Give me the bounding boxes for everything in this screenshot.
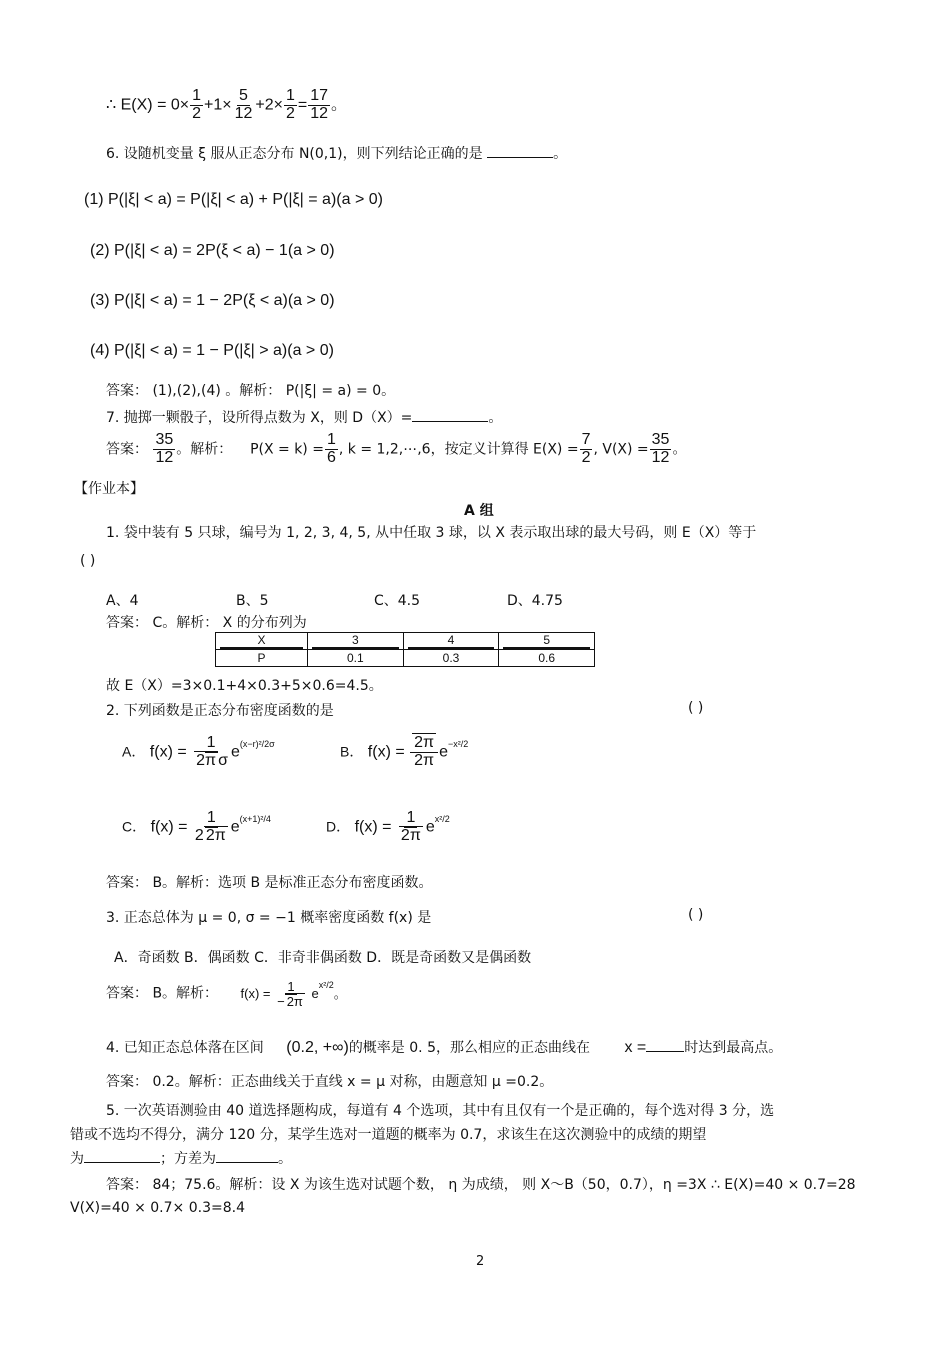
table-cell: 0.6	[499, 650, 595, 667]
hw-question-2: 2. 下列函数是正态分布密度函数的是	[106, 703, 334, 719]
hw-q4-interval: (0.2, +∞)	[286, 1039, 349, 1056]
hw-q1-option-c: C、4.5	[374, 593, 421, 609]
hw-q1-option-a: A、4	[106, 593, 139, 609]
formula-d-label: D．	[326, 818, 351, 835]
hw-q2-answer: 答案： B。解析：选项 B 是标准正态分布密度函数。	[106, 875, 433, 891]
hw-q3-answer	[106, 980, 347, 1008]
hw-q3-answer-text: 答案： B。解析：	[106, 985, 219, 1002]
table-row	[216, 633, 595, 650]
hw-q1-calc: 故 E（X）=3×0.1+4×0.3+5×0.6=4.5。	[106, 678, 383, 694]
hw-q5-answer-2: V(X)=40 × 0.7× 0.3=8.4	[70, 1200, 245, 1216]
hw-question-1: 1. 袋中装有 5 只球，编号为 1, 2, 3, 4, 5, 从中任取 3 球，以 X 表示取出球的最大号码，则 E（X）等于	[106, 525, 757, 541]
question-6	[106, 143, 567, 163]
formula-b-label: B．	[340, 743, 364, 760]
formula-b-frac: $\frac{2\pi}{2\pi}$	[410, 735, 438, 770]
hw-q5-blank-1	[84, 1162, 160, 1163]
formula-d-frac: $\frac{1}{2\pi}$	[400, 809, 421, 844]
hw-q4-answer: 答案： 0.2。解析：正态曲线关于直线 x = μ 对称，由题意知 μ =0.2。	[106, 1074, 554, 1090]
hw-q4-text: 4. 已知正态总体落在区间	[106, 1040, 264, 1056]
formula-a: A． f(x) = $\frac{1}{\text{2π σ}}$ $e^{(x-r)^2/2\sigma}$	[122, 734, 275, 769]
q7-end: 。	[488, 410, 503, 426]
frac-1-6: $\frac{1}{6}$	[326, 431, 336, 466]
option-3: (3) P(|ξ| < a) = 1 − 2P(ξ < a)(a > 0)	[90, 292, 335, 309]
table-cell: 5	[499, 633, 595, 650]
group-title: A 组	[464, 503, 494, 519]
hw-q4-end: 时达到最高点。	[684, 1040, 783, 1056]
table-cell: 4	[403, 633, 499, 650]
ans7-pxk: P(X = k) =	[250, 441, 324, 458]
formula-c-lhs: f(x) =	[150, 818, 188, 836]
formula-b: B． f(x) = $\frac{2\pi}{2\pi}$ $e^{-x^2/2}$	[340, 734, 469, 769]
q6-end: 。	[553, 146, 568, 162]
formula-d: D． f(x) = $\frac{1}{2\pi}$ $e^{x^2/2}$	[326, 809, 450, 844]
hw-q5-var: ；方差为	[160, 1151, 216, 1167]
option-1: (1) P(|ξ| < a) = P(|ξ| < a) + P(|ξ| = a)(a > 0)	[84, 191, 383, 208]
frac-35-12b: $\frac{35}{12}$	[651, 431, 670, 466]
expectation-line: ∴ E(X) = 0× $\frac{1}{2}$ +1× $\frac{5}{12}$ +2× $\frac{1}{2}$ = $\frac{17}{12}$ 。	[106, 87, 348, 122]
hw-q5-blank-2	[216, 1162, 278, 1163]
hw-q2-paren: ( )	[688, 700, 704, 716]
frac-35-12: $\frac{35}{12}$	[155, 431, 174, 466]
hw-q4-x: x =	[624, 1039, 647, 1056]
frac-17-12: $\frac{17}{12}$	[310, 87, 329, 122]
formula-c: C． f(x) = $\frac{1}{2 2\pi}$ $e^{(x+1)^2/4}$	[122, 809, 271, 844]
ans7-ex: , k = 1,2,⋯,6，按定义计算得 E(X) =	[338, 441, 579, 458]
distribution-table	[215, 632, 595, 667]
table-cell: P	[216, 650, 308, 667]
q6-blank	[487, 157, 553, 158]
ans7-label: 答案：	[106, 441, 148, 458]
ans7-analysis: 。解析：	[176, 441, 233, 458]
table-cell: 0.3	[403, 650, 499, 667]
table-cell: 3	[308, 633, 404, 650]
formula-a-frac: $\frac{1}{\text{2π σ}}$	[196, 734, 228, 769]
formula-c-label: C．	[122, 818, 147, 835]
hw-q3-formula: f(x) = $\frac{1}{- 2\pi}$ $e^{x^2/2}$。	[240, 979, 347, 1009]
hw-q5-answer-1: 答案： 84；75.6。解析：设 X 为该生选对试题个数， η 为成绩， 则 X～B（50，0.7），η =3X ∴ E(X)=40 × 0.7=28	[106, 1177, 856, 1193]
frac-7-2: $\frac{7}{2}$	[581, 431, 591, 466]
hw-q3-paren: ( )	[688, 907, 704, 923]
hw-question-4	[106, 1037, 782, 1057]
page-number: 2	[476, 1254, 485, 1269]
hw-q1-answer: 答案： C。解析： X 的分布列为	[106, 615, 307, 631]
hw-question-3: 3. 正态总体为 μ = 0, σ = −1 概率密度函数 f(x) 是	[106, 910, 432, 926]
table-cell: X	[216, 633, 308, 650]
q7-blank	[412, 421, 488, 422]
answer-6: 答案： (1),(2),(4) 。解析： P(|ξ| = a) = 0。	[106, 383, 396, 399]
table-cell: 0.1	[308, 650, 404, 667]
table-row	[216, 650, 595, 667]
hw-q4-blank	[646, 1051, 684, 1052]
hw-q3-options: A．奇函数 B．偶函数 C．非奇非偶函数 D．既是奇函数又是偶函数	[114, 950, 532, 966]
formula-c-frac: $\frac{1}{2 2\pi}$	[194, 809, 226, 844]
hw-question-5-line3	[70, 1148, 292, 1168]
ans7-vx: , V(X) =	[593, 441, 649, 458]
formula-b-lhs: f(x) =	[367, 743, 405, 761]
hw-q1-paren: ( )	[80, 553, 96, 569]
formula-a-lhs: f(x) =	[149, 743, 187, 761]
question-7	[106, 407, 502, 427]
answer-7	[106, 432, 686, 467]
formula-d-lhs: f(x) =	[354, 818, 392, 836]
homework-title: 【作业本】	[74, 481, 144, 497]
option-2: (2) P(|ξ| < a) = 2P(ξ < a) − 1(a > 0)	[90, 242, 335, 259]
frac-1-2: $\frac{1}{2}$	[192, 87, 202, 122]
hw-q1-option-b: B、5	[236, 593, 269, 609]
frac-5-12: $\frac{5}{12}$	[234, 87, 253, 122]
q7-text: 7. 抛掷一颗骰子，设所得点数为 X，则 D（X）=	[106, 410, 413, 426]
ex-text: ∴ E(X) = 0×	[106, 96, 190, 114]
hw-q4-prob: 的概率是 0. 5，那么相应的正态曲线在	[348, 1040, 590, 1056]
hw-question-5-line1: 5. 一次英语测验由 40 道选择题构成，每道有 4 个选项，其中有且仅有一个是正确的，每个选对得 3 分，选	[106, 1103, 775, 1119]
hw-q5-wei: 为	[70, 1151, 84, 1167]
hw-q5-end: 。	[278, 1151, 292, 1167]
formula-a-label: A．	[122, 743, 146, 760]
hw-question-5-line2: 错或不选均不得分，满分 120 分，某学生选对一道题的概率为 0.7，求该生在这次测验中的成绩的期望	[70, 1127, 707, 1143]
hw-q1-option-d: D、4.75	[507, 593, 563, 609]
ans7-end: 。	[672, 441, 687, 458]
frac-1-2b: $\frac{1}{2}$	[286, 87, 295, 122]
option-4: (4) P(|ξ| < a) = 1 − P(|ξ| > a)(a > 0)	[90, 342, 334, 359]
q6-text: 6. 设随机变量 ξ 服从正态分布 N(0,1)，则下列结论正确的是	[106, 146, 483, 162]
